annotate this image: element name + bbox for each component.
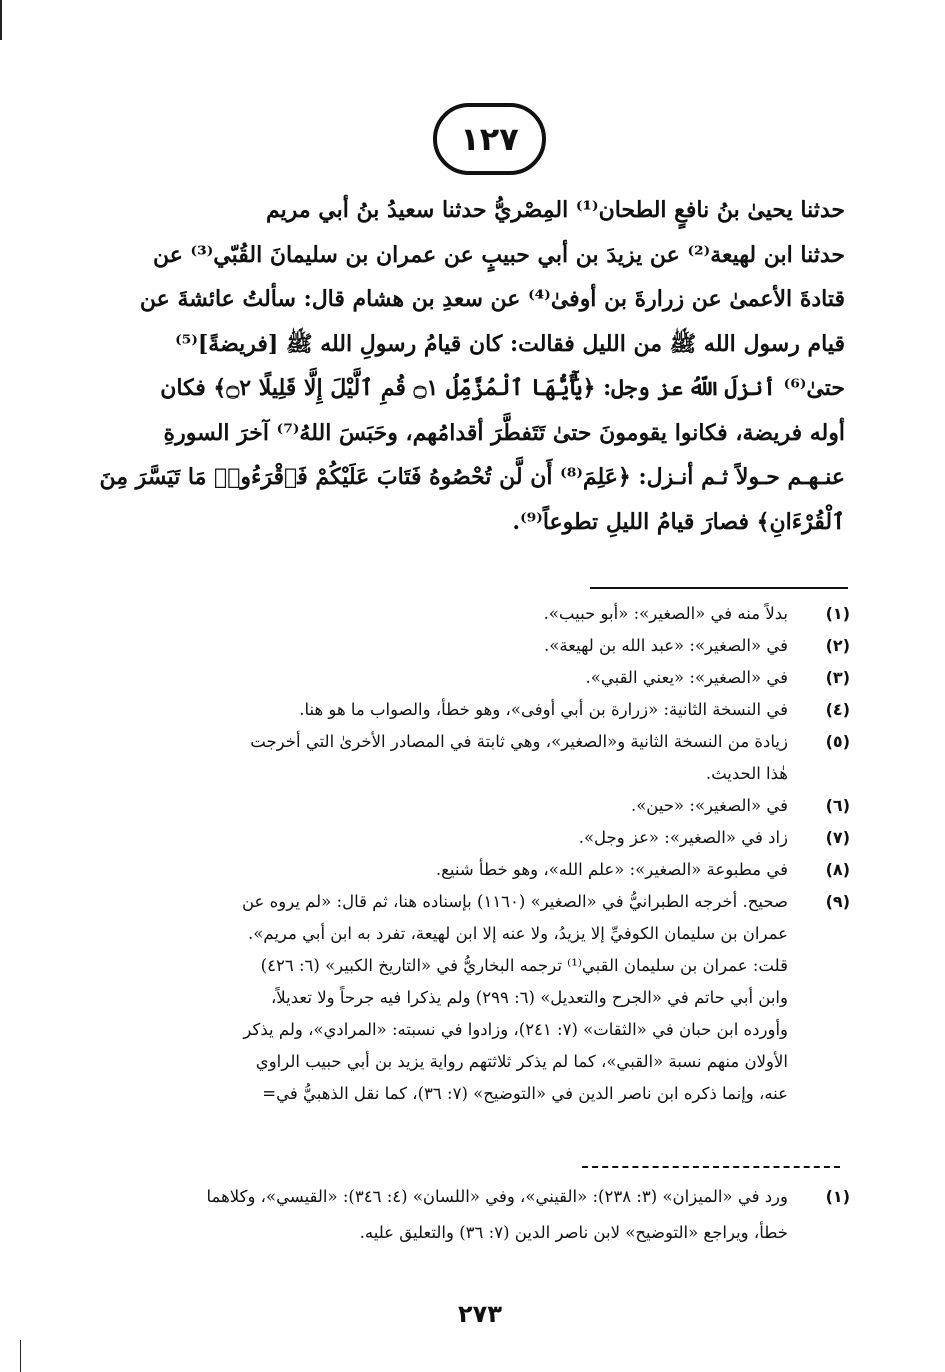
footnote-number: (٧) bbox=[825, 828, 850, 847]
subfootnote-divider bbox=[582, 1166, 840, 1168]
footnote-text: الأولان منهم نسبة «القبي»، كما لم يذكر ثلاثتهم رواية يزيد بن أبي حبيب الراوي bbox=[255, 1052, 788, 1071]
scan-edge-mark bbox=[20, 1340, 21, 1372]
footnote-text: بدلاً منه في «الصغير»: «أبو حبيب». bbox=[543, 604, 788, 623]
footnote-text: عنه، وإنما ذكره ابن ناصر الدين في «التوضيح» (٧: ٣٦)، كما نقل الذهبيُّ في= bbox=[262, 1084, 788, 1103]
footnote-number: (٩) bbox=[825, 892, 850, 911]
footnote-text: زيادة من النسخة الثانية و«الصغير»، وهي ثابتة في المصادر الأخرىٰ التي أخرجت bbox=[250, 732, 788, 751]
footnote-text: في النسخة الثانية: «زرارة بن أبي أوفى»، وهو خطأ، والصواب ما هو هنا. bbox=[299, 700, 788, 719]
hadith-line: عنـهـم حـولاً ثـم أنـزل: ﴿عَلِمَ⁽⁸⁾ أَن لَّن تُحْصُوهُ فَتَابَ عَلَيْكُمْ فَٱقْرَءُوا۟ مَا تَيَسَّرَ مِنَ bbox=[99, 464, 845, 490]
footnote bbox=[98, 790, 850, 822]
footnote-text: وابن أبي حاتم في «الجرح والتعديل» (٦: ٢٩٩) ولم يذكرا فيه جرحاً ولا تعديلاً، bbox=[270, 988, 788, 1007]
footnote-divider bbox=[590, 587, 848, 589]
footnote bbox=[98, 726, 850, 790]
footnote bbox=[98, 598, 850, 630]
footnote bbox=[98, 662, 850, 694]
subfootnote bbox=[98, 1179, 850, 1251]
footnote-text: وأورده ابن حبان في «الثقات» (٧: ٢٤١)، وزادوا في نسبته: «المرادي»، ولم يذكر bbox=[243, 1020, 788, 1039]
footnote-number: (٨) bbox=[825, 860, 850, 879]
footnote-number: (٦) bbox=[825, 796, 850, 815]
footnote bbox=[98, 1179, 850, 1251]
footnote bbox=[98, 854, 850, 886]
footnote-number: (٤) bbox=[825, 700, 850, 719]
hadith-line: أوله فريضة، فكانوا يقومونَ حتىٰ تَتَفطَّرَ أقدامُهم، وحَبَسَ اللهُ⁽⁷⁾ آخرَ السورةِ bbox=[163, 419, 845, 446]
footnote-text: في مطبوعة «الصغير»: «علم الله»، وهو خطأ شنيع. bbox=[435, 860, 788, 879]
hadith-line: ٱلْقُرْءَانِ﴾ فصارَ قيامُ الليلِ تطوعاً⁽⁹⁾. bbox=[512, 508, 845, 535]
hadith-number-badge bbox=[433, 103, 546, 175]
footnote-number: (٥) bbox=[825, 732, 850, 751]
footnote-number: (١) bbox=[825, 1187, 850, 1206]
footnote-text: ورد في «الميزان» (٣: ٢٣٨): «القيني»، وفي «اللسان» (٤: ٣٤٦): «القيسي»، وكلاهما bbox=[206, 1187, 788, 1206]
page-number: ٢٧٣ bbox=[458, 1300, 502, 1328]
hadith-text bbox=[98, 188, 845, 544]
footnote-number: (١) bbox=[825, 604, 850, 623]
footnote bbox=[98, 886, 850, 1110]
hadith-line: حدثنا ابن لهيعة⁽²⁾ عن يزيدَ بن أبي حبيبٍ عن عمران بن سليمانَ القُبّي⁽³⁾ عن bbox=[152, 241, 845, 268]
footnote-text: زاد في «الصغير»: «عز وجل». bbox=[578, 828, 788, 847]
footnote-number: (٣) bbox=[825, 668, 850, 687]
hadith-line: حتىٰ⁽⁶⁾ أنزلَ اللّهُ عز وجل: ﴿يَٰٓأَيُّهَا ٱلْمُزَّمِّلُ ۝١ قُمِ ٱلَّيْلَ إِلَّا قَلِيلًا ۝٢﴾ فكان bbox=[160, 375, 845, 401]
footnote-text: قلت: عمران بن سليمان القبي⁽¹⁾ ترجمه البخاريُّ في «التاريخ الكبير» (٦: ٤٢٦) bbox=[260, 956, 788, 975]
footnote-text: هٰذا الحديث. bbox=[705, 764, 788, 783]
footnote-text: في «الصغير»: «يعني القبي». bbox=[585, 668, 788, 687]
footnote bbox=[98, 630, 850, 662]
footnote-text: خطأ، ويراجع «التوضيح» لابن ناصر الدين (٧: ٣٦) والتعليق عليه. bbox=[359, 1223, 788, 1242]
hadith-line: حدثنا يحيىٰ بنُ نافعٍ الطحان⁽¹⁾ المِصْريُّ حدثنا سعيدُ بنُ أبي مريم bbox=[265, 197, 845, 223]
footnote-text: في «الصغير»: «حين». bbox=[630, 796, 788, 815]
footnotes bbox=[98, 598, 850, 1110]
footnote bbox=[98, 694, 850, 726]
footnote-text: صحيح. أخرجه الطبرانيُّ في «الصغير» (١١٦٠) بإسناده هنا، ثم قال: «لم يروه عن bbox=[241, 892, 788, 911]
footnote-text: في «الصغير»: «عبد الله بن لهيعة». bbox=[544, 636, 788, 655]
footnote-number: (٢) bbox=[825, 636, 850, 655]
hadith-line: قيام رسول الله ﷺ من الليل فقالت: كان قيامُ رسولِ الله ﷺ [فريضةً]⁽⁵⁾ bbox=[175, 330, 845, 357]
footnote-text: عمران بن سليمان الكوفيِّ إلا يزيدُ، ولا عنه إلا ابن لهيعة، تفرد به ابن أبي مريم». bbox=[248, 924, 788, 943]
scan-edge-mark bbox=[0, 0, 2, 40]
hadith-line: قتادةَ الأعمىٰ عن زرارةَ بن أوفىٰ⁽⁴⁾ عن سعدِ بن هشام قال: سألتُ عائشةَ عن bbox=[139, 286, 845, 312]
footnote bbox=[98, 822, 850, 854]
hadith-number: ١٢٧ bbox=[460, 120, 519, 158]
